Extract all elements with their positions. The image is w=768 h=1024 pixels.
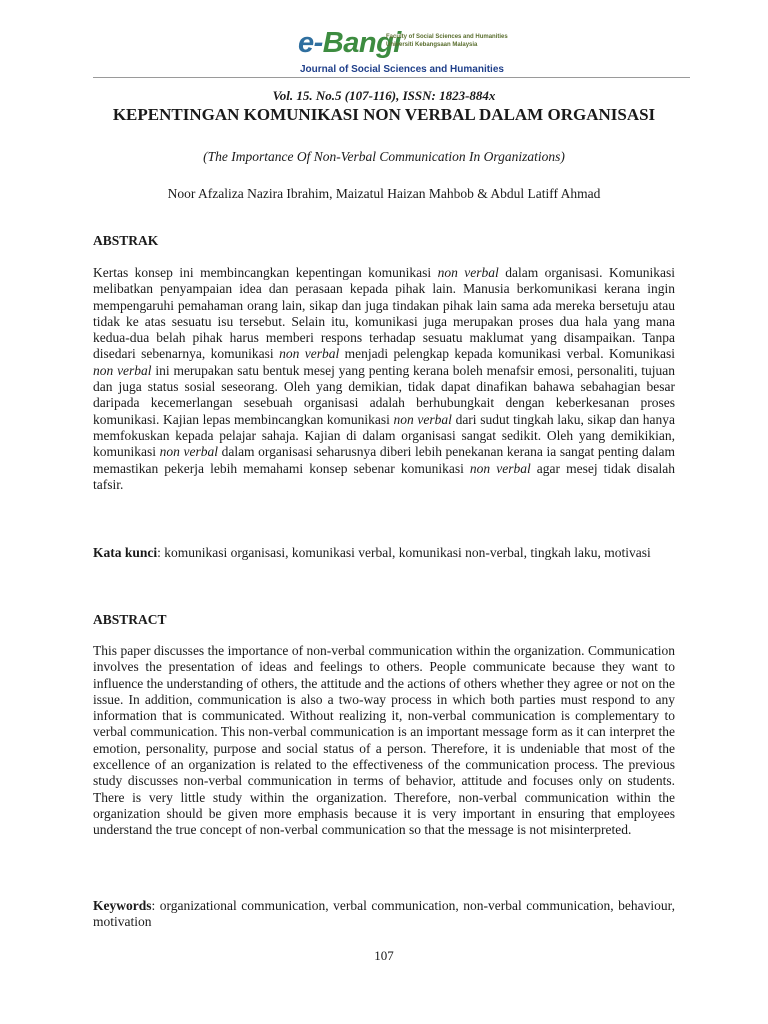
abstrak-italic: non verbal — [437, 265, 499, 280]
keywords-text: : organizational communication, verbal communication, non-verbal communication, behaviour, motivation — [93, 898, 675, 930]
abstrak-italic: non verbal — [469, 460, 531, 476]
logo-bangi: Bangi — [322, 27, 401, 59]
kata-kunci — [93, 545, 675, 561]
abstract-heading: ABSTRACT — [93, 612, 167, 627]
keywords-label: Keywords — [93, 898, 152, 913]
article-title: KEPENTINGAN KOMUNIKASI NON VERBAL DALAM ORGANISASI — [112, 105, 656, 124]
abstrak-run: ini merupakan satu bentuk mesej yang penting kerana boleh menafsir emosi, personaliti, tujuan dan juga status sosial seseorang. Oleh yang demikian, tidak dapat dinafikan bahawa sebahagian besar daripada kecemerlangan sesebuah organisasi adalah berhubungkait dengan keberkesanan proses komunikasi. Kajian lepas membincangkan komunikasi — [93, 362, 675, 427]
kata-kunci-label: Kata kunci — [93, 545, 158, 560]
article-authors: Noor Afzaliza Nazira Ibrahim, Maizatul Haizan Mahbob & Abdul Latiff Ahmad — [167, 186, 601, 201]
header-divider — [93, 77, 690, 78]
abstrak-italic: non verbal — [279, 346, 340, 362]
faculty-line-1: Faculty of Social Sciences and Humanities — [386, 34, 508, 40]
abstrak-run: dalam organisasi. Komunikasi melibatkan penyampaian idea dan perasaan kepada pihak lain. Manusia berkomunikasi kerana ingin mempengaruhi pemahaman orang lain, sikap dan juga tindakan pihak lain sama ada mereka bersetuju atau tidak ke atas sesuatu isu tersebut. Selain itu, komunikasi juga merupakan proses dua hala yang mana kedua-dua belah pihak harus memberi respons terhadap sesuatu maklumat yang disampaikan. Tanpa disedari sebenarnya, komunikasi — [93, 265, 675, 362]
volume-line: Vol. 15. No.5 (107-116), ISSN: 1823-884x — [272, 88, 496, 103]
abstrak-run: dalam organisasi seharusnya diberi lebih penekanan kerana ia sangat penting dalam memastikan pekerja lebih memahami konsep sebenar komunikasi — [93, 444, 675, 476]
logo-faculty-text — [386, 33, 508, 49]
page-number: 107 — [374, 948, 394, 963]
abstrak-run: dari sudut tingkah laku, sikap dan hanya memfokuskan kepada pelajar sahaja. Kajian di dalam organisasi sangat sedikit. Oleh yang demikikian, komunikasi — [93, 411, 675, 460]
abstrak-italic: non verbal — [159, 444, 218, 460]
journal-name: Journal of Social Sciences and Humanities — [300, 64, 504, 75]
keywords — [93, 898, 675, 931]
abstrak-italic: non verbal — [393, 411, 452, 427]
article-subtitle: (The Importance Of Non-Verbal Communication In Organizations) — [203, 149, 565, 164]
journal-header — [0, 0, 768, 80]
abstract-text: This paper discusses the importance of non-verbal communication within the organization. Communication involves the presentation of ideas and feelings to others. People communicate because they want to influence the understanding of others, the attitude and the actions of others whether they agree or not on the issue. In addition, communication is also a two-way process in which both parties must respond to any information that is communicated. Without realizing it, non-verbal communication is complementary to verbal communication. This non-verbal communication is an important message form as it can interpret the emotion, personality, purpose and social status of a person. Therefore, it is undeniable that most of the excellence of an organization is related to the effectiveness of the communication process. The previous study discusses non-verbal communication in terms of behavior, attitude and focuses only on students. There is very little study within the organization. Therefore, non-verbal communication within the organization should be given more emphasis because it is very important in ensuring that employees understand the true concept of non-verbal communication so that the message is not misinterpreted. — [93, 643, 675, 838]
abstrak-heading: ABSTRAK — [93, 233, 159, 248]
abstrak-text — [93, 265, 675, 493]
kata-kunci-text: : komunikasi organisasi, komunikasi verbal, komunikasi non-verbal, tingkah laku, motivasi — [157, 545, 651, 560]
abstrak-run: agar mesej tidak disalah tafsir. — [93, 460, 675, 492]
logo-e: e- — [298, 27, 323, 59]
abstrak-run: menjadi pelengkap kepada komunikasi verbal. Komunikasi — [339, 346, 675, 362]
faculty-line-2: Universiti Kebangsaan Malaysia — [386, 42, 478, 48]
abstrak-run: Kertas konsep ini membincangkan kepentingan komunikasi — [93, 265, 438, 280]
abstrak-italic: non verbal — [93, 362, 152, 378]
